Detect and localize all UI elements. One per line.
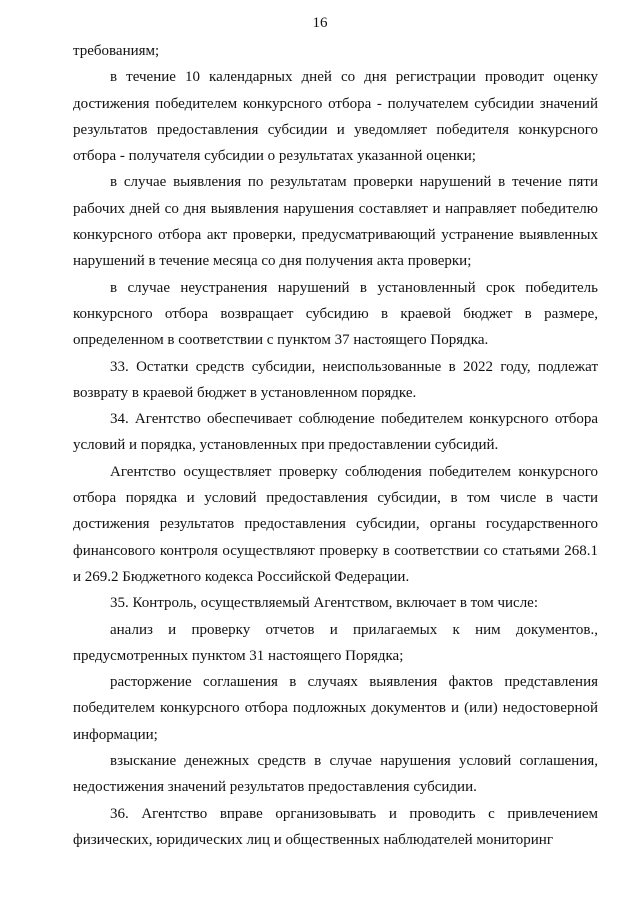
paragraph-item-34: 34. Агентство обеспечивает соблюдение победителем конкурсного отбора условий и порядка, установленных при предоставлении субсидий. <box>73 411 598 454</box>
paragraph-report-analysis: анализ и проверку отчетов и прилагаемых к ним документов., предусмотренных пунктом 31 настоящего Порядка; <box>73 621 598 664</box>
page-number: 16 <box>312 15 328 31</box>
paragraph-item-33: 33. Остатки средств субсидии, неиспользованные в 2022 году, подлежат возврату в краевой бюджет в установленном порядке. <box>73 358 598 401</box>
document-body <box>73 38 598 853</box>
paragraph-recovery: взыскание денежных средств в случае нарушения условий соглашения, недостижения значений результатов предоставления субсидии. <box>73 753 598 796</box>
paragraph-termination: расторжение соглашения в случаях выявления фактов представления победителем конкурсного отбора подложных документов и (или) недостоверной информации; <box>73 674 598 743</box>
paragraph-subsidy-return: в случае неустранения нарушений в установленный срок победитель конкурсного отбора возвращает субсидию в краевой бюджет в размере, определенном в соответствии с пунктом 37 настоящего Порядка. <box>73 279 598 349</box>
paragraph-audit: Агентство осуществляет проверку соблюдения победителем конкурсного отбора порядка и условий предоставления субсидии, в том числе в части достижения результатов предоставления субсидии, органы государственного финансового контроля осуществляют проверку в соответствии со статьями 268.1 и 269.2 Бюджетного кодекса Российской Федерации. <box>73 463 598 585</box>
paragraph-violation-act: в случае выявления по результатам проверки нарушений в течение пяти рабочих дней со дня выявления нарушения составляет и направляет победителю конкурсного отбора акт проверки, предусматривающий устранение выявленных нарушений в течение месяца со дня получения акта проверки; <box>73 174 598 270</box>
paragraph-continuation: требованиям; <box>73 43 160 59</box>
paragraph-item-35: 35. Контроль, осуществляемый Агентством, включает в том числе: <box>110 595 539 612</box>
paragraph-item-36: 36. Агентство вправе организовывать и проводить с привлечением физических, юридических лиц и общественных наблюдателей мониторинг <box>73 805 598 848</box>
paragraph-evaluation: в течение 10 календарных дней со дня регистрации проводит оценку достижения победителем конкурсного отбора - получателем субсидии значений результатов предоставления субсидии и уведомляет победителя конкурсного отбора - получателя субсидии о результатах указанной оценки; <box>73 69 598 165</box>
